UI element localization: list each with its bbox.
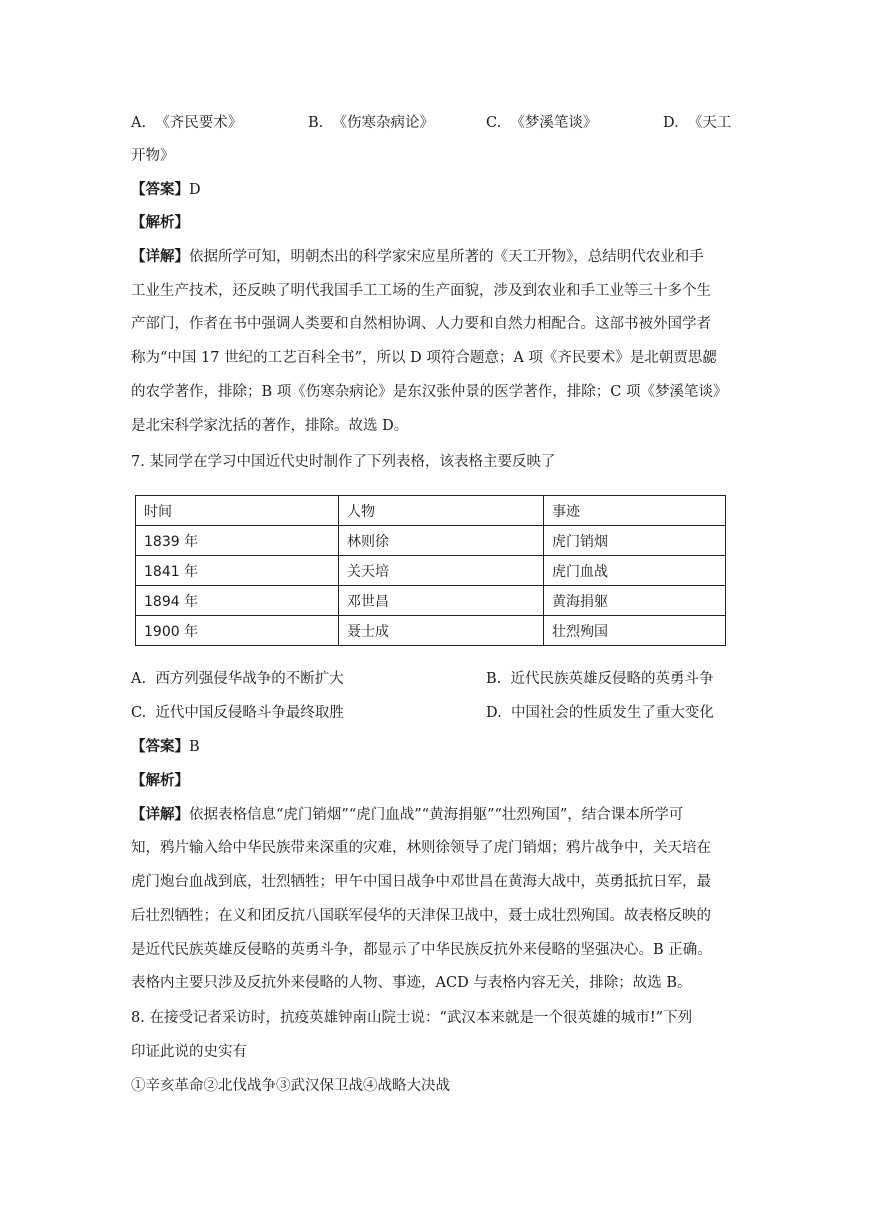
table-cell: 林则徐 [339, 526, 544, 556]
q7-option-a: A. 西方列强侵华战争的不断扩大 [131, 671, 344, 687]
q6-option-b: B. 《伤寒杂病论》 [308, 115, 434, 131]
table-row [136, 526, 726, 556]
answer-label: 【答案】 [131, 738, 189, 755]
table-cell: 虎门血战 [544, 556, 726, 586]
answer-value: B [189, 739, 200, 755]
q7-stem: 7. 某同学在学习中国近代史时制作了下列表格，该表格主要反映了 [131, 454, 556, 470]
q6-detail-line-6: 是北宋科学家沈括的著作，排除。故选 D。 [131, 418, 409, 434]
q7-detail-line-4: 后壮烈牺牲；在义和团反抗八国联军侵华的天津保卫战中，聂士成壮烈殉国。故表格反映的 [131, 908, 711, 924]
q7-detail-line-1: 【详解】依据表格信息“虎门销烟”“虎门血战”“黄海捐躯”“壮烈殉国”，结合课本所学可 [131, 806, 684, 823]
q7-analysis-label: 【解析】 [131, 772, 189, 789]
detail-label: 【详解】 [131, 806, 189, 823]
q6-option-d-continued: 开物》 [131, 148, 175, 164]
q6-detail-line-1: 【详解】依据所学可知，明朝杰出的科学家宋应星所著的《天工开物》，总结明代农业和手 [131, 248, 704, 265]
table-cell: 邓世昌 [339, 586, 544, 616]
answer-label: 【答案】 [131, 181, 189, 198]
q7-detail-line-6: 表格内主要只涉及反抗外来侵略的人物、事迹，ACD 与表格内容无关，排除；故选 B。 [131, 975, 692, 991]
q8-items: ①辛亥革命②北伐战争③武汉保卫战④战略大决战 [131, 1078, 450, 1094]
table-cell: 聂士成 [339, 616, 544, 646]
q7-detail-line-2: 知，鸦片输入给中华民族带来深重的灾难，林则徐领导了虎门销烟；鸦片战争中，关天培在 [131, 840, 711, 856]
table-cell: 1900 年 [136, 616, 339, 646]
table-header-cell: 事迹 [544, 496, 726, 526]
table-header-cell: 时间 [136, 496, 339, 526]
q7-detail-line-3: 虎门炮台血战到底，壮烈牺牲；甲午中国日战争中邓世昌在黄海大战中，英勇抵抗日军，最 [131, 874, 711, 890]
table-cell: 黄海捐躯 [544, 586, 726, 616]
table-row [136, 616, 726, 646]
q6-detail-line-3: 产部门，作者在书中强调人类要和自然相协调、人力要和自然力相配合。这部书被外国学者 [131, 316, 711, 332]
q6-analysis-label: 【解析】 [131, 214, 189, 231]
q8-stem-line-2: 印证此说的史实有 [131, 1044, 247, 1060]
table-header-row [136, 496, 726, 526]
answer-value: D [189, 182, 201, 198]
detail-label: 【详解】 [131, 248, 189, 265]
q6-option-d: D. 《天工 [663, 115, 732, 131]
table-cell: 关天培 [339, 556, 544, 586]
table-cell: 1839 年 [136, 526, 339, 556]
table-row [136, 586, 726, 616]
table-row [136, 556, 726, 586]
q6-option-a: A. 《齐民要术》 [131, 115, 243, 131]
table-cell: 1894 年 [136, 586, 339, 616]
history-table [135, 495, 726, 646]
q6-option-c: C. 《梦溪笔谈》 [486, 115, 598, 131]
q7-answer [131, 737, 200, 757]
q6-detail-line-2: 工业生产技术，还反映了明代我国手工工场的生产面貌，涉及到农业和手工业等三十多个生 [131, 283, 711, 299]
q6-answer [131, 180, 201, 200]
q7-option-c: C. 近代中国反侵略斗争最终取胜 [131, 705, 344, 721]
table-cell: 虎门销烟 [544, 526, 726, 556]
table-cell: 1841 年 [136, 556, 339, 586]
q6-detail-line-4: 称为“中国 17 世纪的工艺百科全书”，所以 D 项符合题意；A 项《齐民要术》是北朝贾思勰 [131, 350, 717, 366]
q7-option-b: B. 近代民族英雄反侵略的英勇斗争 [486, 671, 714, 687]
q8-stem-line-1: 8. 在接受记者采访时，抗疫英雄钟南山院士说：“武汉本来就是一个很英雄的城市!”下列 [131, 1010, 693, 1026]
q7-detail-line-5: 是近代民族英雄反侵略的英勇斗争，都显示了中华民族反抗外来侵略的坚强决心。B 正确。 [131, 942, 712, 958]
q7-option-d: D. 中国社会的性质发生了重大变化 [486, 705, 714, 721]
table-header-cell: 人物 [339, 496, 544, 526]
table-cell: 壮烈殉国 [544, 616, 726, 646]
q6-detail-line-5: 的农学著作，排除；B 项《伤寒杂病论》是东汉张仲景的医学著作，排除；C 项《梦溪笔谈》 [131, 384, 728, 400]
